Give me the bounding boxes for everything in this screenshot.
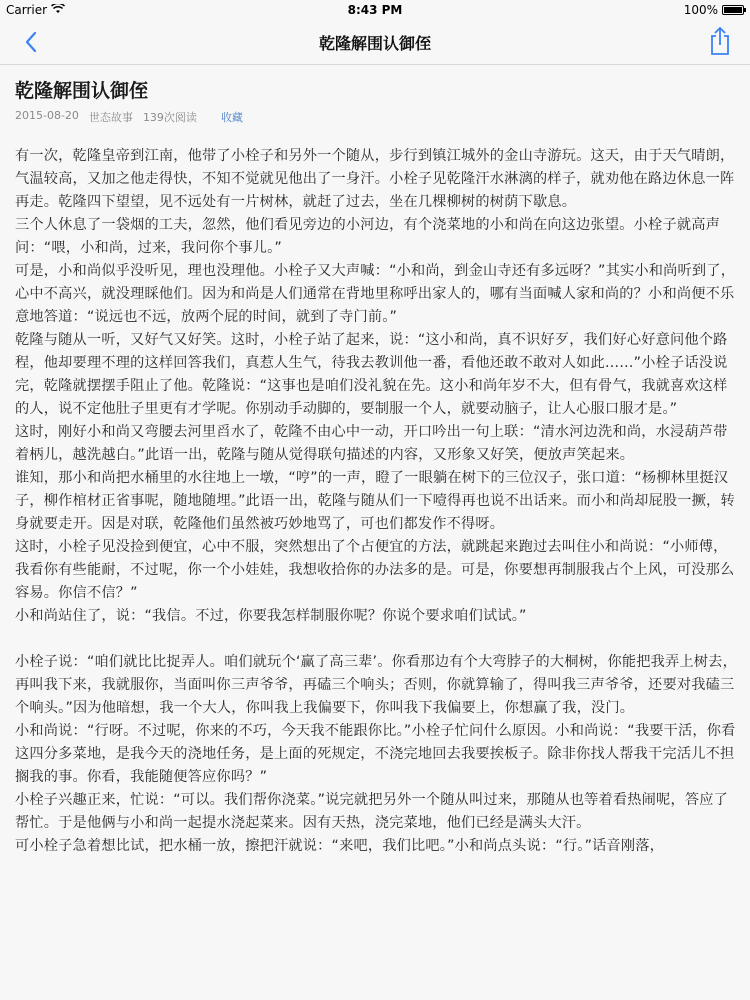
paragraph-gap xyxy=(15,628,737,651)
battery-indicator xyxy=(684,3,744,17)
share-icon xyxy=(708,26,732,56)
status-time: 8:43 PM xyxy=(347,3,403,17)
article-paragraph: 小和尚站住了，说：“我信。不过，你要我怎样制服你呢？你说个要求咱们试试。” xyxy=(15,608,527,624)
article-paragraph: 可是，小和尚似乎没听见，理也没理他。小栓子又大声喊：“小和尚，到金山寺还有多远呀？”其实小和尚听到了，心中不高兴，就没理睬他们。因为和尚是人们通常在背地里称呼出家人的，哪有当面喊人家和尚的？小和尚便不乐意地答道：“说远也不远，放两个屁的时间，就到了寺门前。” xyxy=(15,263,736,325)
status-bar xyxy=(0,0,750,20)
navigation-bar xyxy=(0,20,750,65)
share-button[interactable] xyxy=(708,26,732,56)
article-paragraph: 小栓子说：“咱们就比比捉弄人。咱们就玩个‘赢了高三辈’。你看那边有个大弯脖子的大桐树，你能把我弄上树去，再叫我下来，我就服你，当面叫你三声爷爷，再磕三个响头；否则，你就算输了，得叫我三声爷爷，还要对我磕三个响头。”因为他暗想，我一个大人，你叫我上我偏要下，你叫我下我偏要上，你想赢了我，没门。 xyxy=(15,654,737,716)
nav-title: 乾隆解围认御侄 xyxy=(318,34,431,53)
battery-percent: 100% xyxy=(683,3,718,17)
article-paragraph: 可小栓子急着想比试，把水桶一放，擦把汗就说：“来吧，我们比吧。”小和尚点头说：“行。”话音刚落， xyxy=(15,838,665,854)
article-paragraph: 这时，小栓子见没捡到便宜，心中不服，突然想出了个占便宜的方法，就跳起来跑过去叫住小和尚说：“小师傅，我看你有些能耐，不过呢，你一个小娃娃，我想收拾你的办法多的是。可是，你要想再制服我占个上风，可没那么容易。你信不信？” xyxy=(15,539,735,601)
article-paragraph: 有一次，乾隆皇帝到江南，他带了小栓子和另外一个随从，步行到镇江城外的金山寺游玩。这天，由于天气晴朗，气温较高，又加之他走得快，不知不觉就见他出了一身汗。小栓子见乾隆汗水淋漓的样子，就劝他在路边休息一阵再走。乾隆四下望望，见不远处有一片树林，就赶了过去，坐在几棵柳树的树荫下歇息。 xyxy=(15,148,735,210)
battery-icon xyxy=(722,5,744,15)
article-paragraph: 乾隆与随从一听，又好气又好笑。这时，小栓子站了起来，说：“这小和尚，真不识好歹，我们好心好意问他个路程，他却要理不理的这样回答我们，真惹人生气，待我去教训他一番，看他还敢不敢对人如此……”小栓子话没说完，乾隆就摆摆手阻止了他。乾隆说：“这事也是咱们没礼貌在先。这小和尚年岁不大，但有骨气，我就喜欢这样的人，说不定他肚子里更有才学呢。你别动手动脚的，要制服一个人，就要动脑子，让人心服口服才是。” xyxy=(15,332,728,417)
article-paragraph: 小和尚说：“行呀。不过呢，你来的不巧，今天我不能跟你比。”小栓子忙问什么原因。小和尚说：“我要干活，你看这四分多菜地，是我今天的浇地任务，是上面的死规定，不浇完地回去我要挨板子。除非你找人帮我干完活儿不担搁我的事。你看，我能随便答应你吗？” xyxy=(15,723,736,785)
article-paragraph: 谁知，那小和尚把水桶里的水往地上一墩，“哼”的一声，瞪了一眼躺在树下的三位汉子，张口道：“杨柳林里挺汉子，柳作棺材正省事呢，随地随埋。”此语一出，乾隆与随从们一下噎得再也说不出话来。而小和尚却屁股一撅，转身就要走开。因是对联，乾隆他们虽然被巧妙地骂了，可也们都发作不得呀。 xyxy=(15,470,735,532)
article xyxy=(15,72,737,858)
article-category[interactable]: 世态故事 xyxy=(88,111,133,124)
article-title: 乾隆解围认御侄 xyxy=(15,80,149,102)
article-paragraph: 三个人休息了一袋烟的工夫，忽然，他们看见旁边的小河边，有个浇菜地的小和尚在向这边张望。小栓子就高声问：“喂，小和尚，过来，我问你个事儿。” xyxy=(15,217,720,256)
carrier-label: Carrier xyxy=(6,3,48,17)
article-reads: 139次阅读 xyxy=(142,111,197,124)
article-paragraph: 这时，刚好小和尚又弯腰去河里舀水了，乾隆不由心中一动，开口吟出一句上联：“清水河边洗和尚，水浸葫芦带着柄儿，越洗越白。”此语一出，乾隆与随从觉得联句描述的内容，又形象又好笑，便放声笑起来。 xyxy=(15,424,728,463)
favorite-button[interactable]: 收藏 xyxy=(220,111,243,124)
article-body xyxy=(15,145,737,858)
article-meta xyxy=(15,109,737,125)
article-date: 2015-08-20 xyxy=(15,109,79,122)
article-paragraph: 小栓子兴趣正来，忙说：“可以。我们帮你浇菜。”说完就把另外一个随从叫过来，那随从也等着看热闹呢，答应了帮忙。于是他俩与小和尚一起提水浇起菜来。因有天热，浇完菜地，他们已经是满头大汗。 xyxy=(15,792,728,831)
